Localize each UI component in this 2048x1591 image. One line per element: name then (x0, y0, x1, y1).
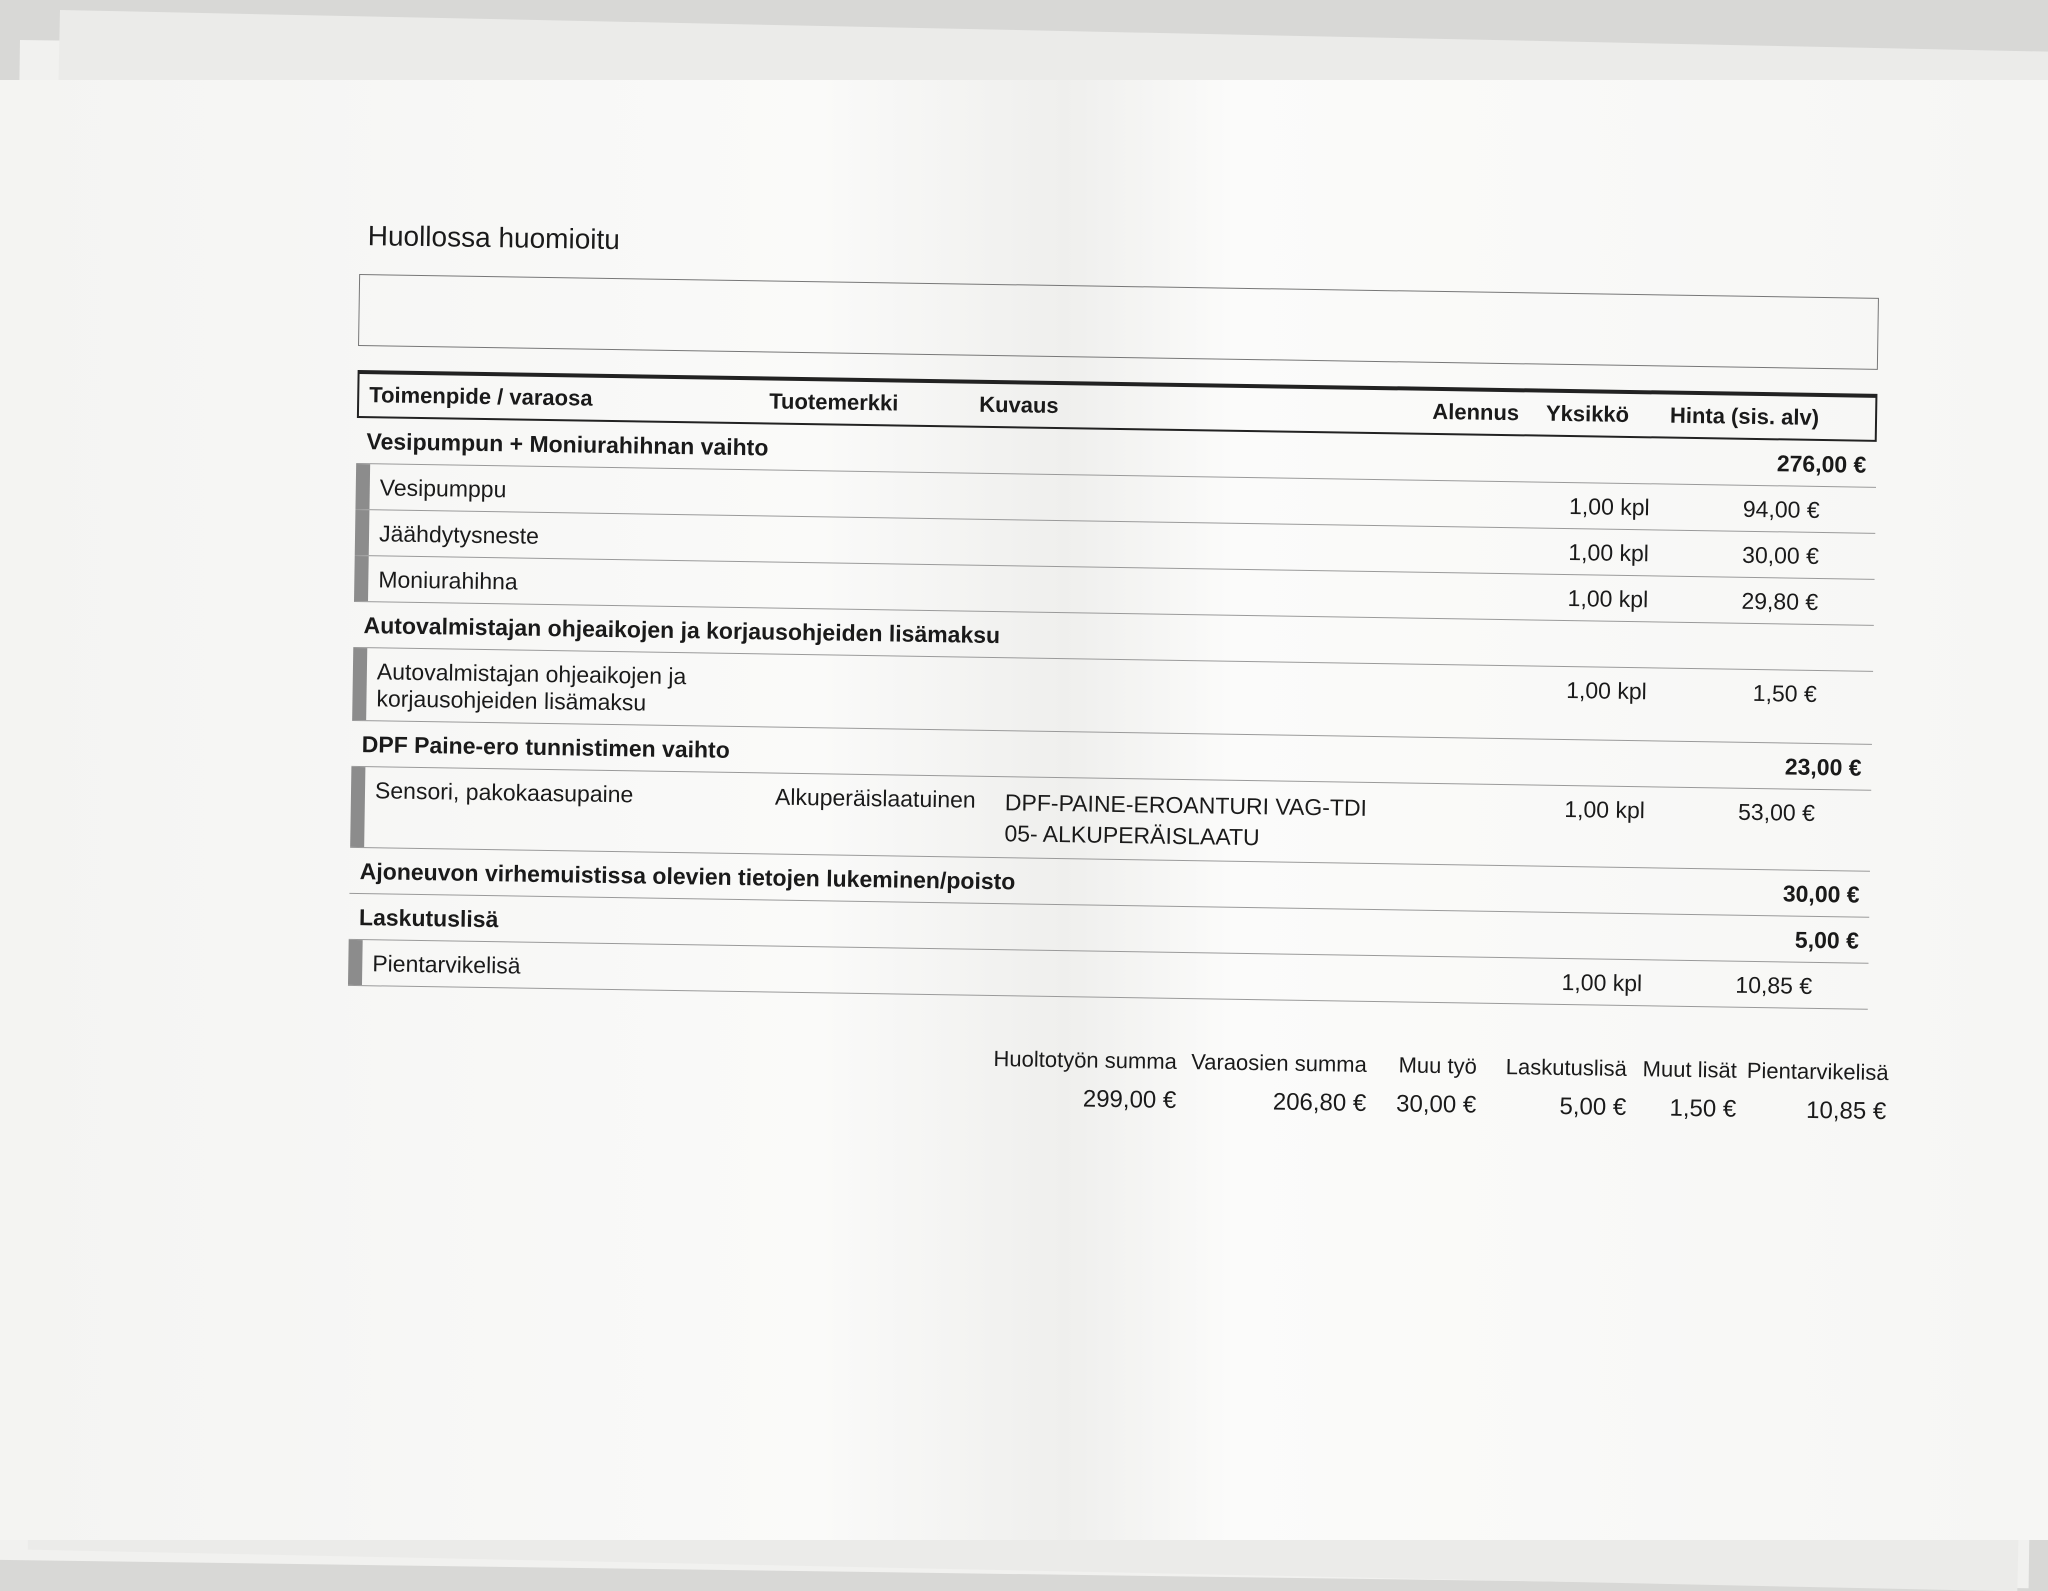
item-description (1002, 960, 1372, 993)
group-price: 23,00 € (1784, 753, 1862, 781)
invoice-document (346, 220, 1889, 1126)
item-quantity: 1,00 kpl (1564, 795, 1646, 824)
section-title: Huollossa huomioitu (367, 220, 621, 256)
totals-value: 5,00 € (1559, 1093, 1627, 1122)
item-discount (1378, 582, 1528, 611)
item-quantity: 1,00 kpl (1561, 969, 1643, 997)
item-description (1010, 484, 1380, 517)
item-name: Vesipumppu (379, 474, 507, 503)
item-quantity: 1,00 kpl (1568, 493, 1650, 521)
item-name: Autovalmistajan ohjeaikojen ja korjausohjeiden lisämaksu (376, 658, 687, 716)
item-price: 29,80 € (1741, 587, 1819, 615)
item-description (1006, 668, 1377, 728)
totals-label: Muu työ (1398, 1052, 1478, 1079)
totals-value: 10,85 € (1805, 1096, 1887, 1126)
col-unit: Yksikkö (1545, 400, 1630, 427)
item-discount (1379, 536, 1529, 565)
item-brand (780, 481, 1010, 512)
item-name: Moniurahihna (378, 566, 518, 595)
item-quantity: 1,00 kpl (1565, 677, 1647, 705)
totals-label: Muut lisät (1642, 1056, 1738, 1083)
totals-value: 206,80 € (1272, 1088, 1367, 1118)
item-discount (1372, 966, 1522, 995)
col-operation: Toimenpide / varaosa (369, 382, 593, 411)
col-description: Kuvaus (978, 391, 1059, 418)
item-quantity: 1,00 kpl (1568, 539, 1650, 567)
totals-label: Varaosien summa (1191, 1049, 1368, 1078)
table-body (348, 418, 1877, 1010)
totals-label: Laskutuslisä (1505, 1054, 1628, 1082)
item-price: 53,00 € (1737, 798, 1816, 826)
totals-value: 1,50 € (1669, 1094, 1737, 1123)
item-description: DPF-PAINE-EROANTURI VAG-TDI 05- ALKUPERÄISLAATU (1004, 789, 1368, 851)
group-name: Vesipumpun + Moniurahihnan vaihto (366, 428, 769, 461)
item-price: 94,00 € (1742, 495, 1820, 523)
group-price: 276,00 € (1776, 450, 1867, 478)
totals-value: 299,00 € (1082, 1085, 1177, 1115)
col-price: Hinta (sis. alv) (1669, 402, 1820, 430)
group-price (1663, 633, 1863, 663)
col-brand: Tuotemerkki (769, 388, 899, 416)
group-price: 5,00 € (1794, 926, 1860, 954)
item-discount (1374, 793, 1525, 857)
item-brand (779, 527, 1009, 558)
item-brand: Alkuperäislaatuinen (774, 783, 976, 813)
group-name: Autovalmistajan ohjeaikojen ja korjausohjeiden lisämaksu (363, 612, 1001, 649)
item-description (1009, 530, 1379, 563)
item-discount (1376, 674, 1527, 730)
group-price: 30,00 € (1782, 880, 1860, 908)
item-name: Pientarvikelisä (372, 950, 521, 979)
totals-value: 30,00 € (1395, 1090, 1477, 1119)
item-price: 10,85 € (1735, 971, 1813, 999)
totals-label: Huoltotyön summa (993, 1046, 1178, 1075)
item-discount (1379, 490, 1529, 519)
totals-summary (986, 1046, 1889, 1126)
item-brand (778, 573, 1008, 604)
group-name: Laskutuslisä (358, 904, 499, 933)
group-name: Ajoneuvon virhemuistissa olevien tietojen lukeminen/poisto (359, 858, 1016, 895)
item-description (1008, 576, 1378, 609)
document-page (0, 80, 2048, 1540)
item-quantity: 1,00 kpl (1567, 585, 1649, 613)
group-name: DPF Paine-ero tunnistimen vaihto (361, 731, 730, 763)
item-brand (772, 957, 1002, 988)
item-name: Sensori, pakokaasupaine (374, 777, 634, 808)
col-discount: Alennus (1432, 398, 1520, 426)
item-brand (776, 665, 1007, 723)
totals-label: Pientarvikelisä (1746, 1057, 1889, 1086)
item-price: 30,00 € (1741, 541, 1820, 569)
item-price: 1,50 € (1752, 679, 1817, 707)
notes-box (358, 274, 1879, 370)
item-name: Jäähdytysneste (378, 520, 540, 549)
